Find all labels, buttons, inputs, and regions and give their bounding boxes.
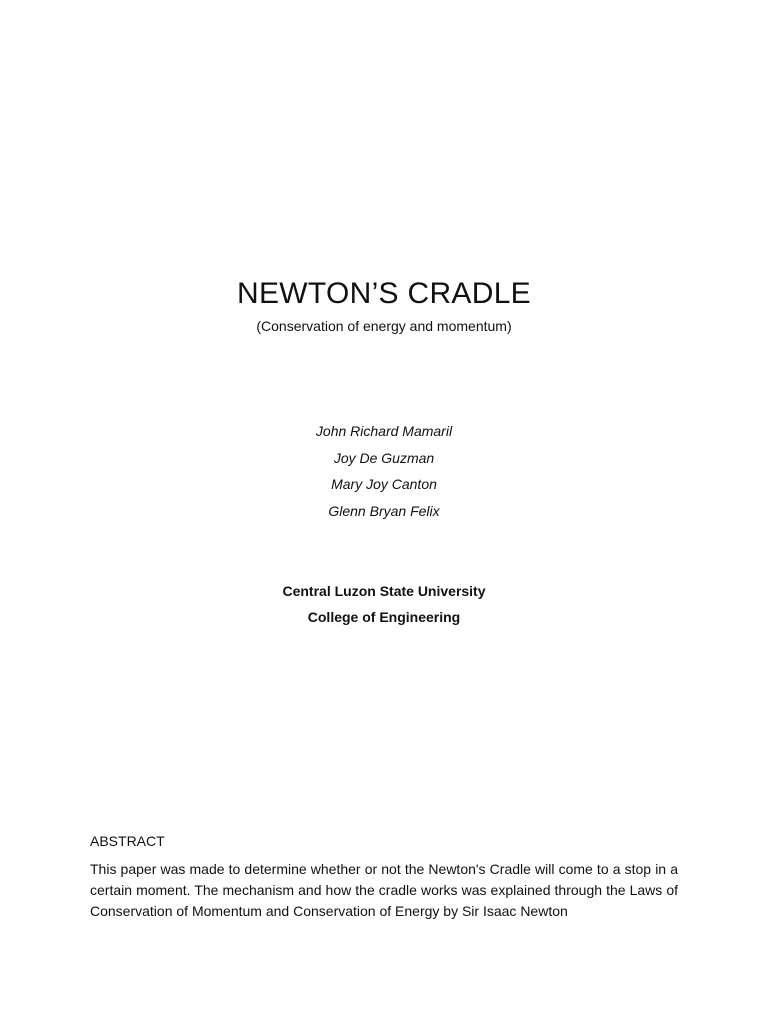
author-name: Glenn Bryan Felix	[328, 502, 440, 519]
author-name: John Richard Mamaril	[315, 423, 453, 439]
author-list	[0, 421, 768, 527]
college-name: College of Engineering	[307, 609, 461, 625]
paper-subtitle: (Conservation of energy and momentum)	[256, 318, 512, 334]
abstract-text: This paper was made to determine whether or not the Newton's Cradle will come to a stop in a certain moment. The mechanism and how the cradle works was explained through the Laws of Conservation of Momentum and Conservation of Energy by Sir Isaac Newton	[90, 861, 678, 919]
university-name: Central Luzon State University	[282, 583, 486, 599]
paper-title: NEWTON’S CRADLE	[237, 277, 531, 310]
author-name: Joy De Guzman	[333, 449, 435, 466]
institution-block	[0, 581, 768, 633]
abstract-heading: ABSTRACT	[90, 833, 165, 849]
author-name: Mary Joy Canton	[331, 476, 437, 492]
